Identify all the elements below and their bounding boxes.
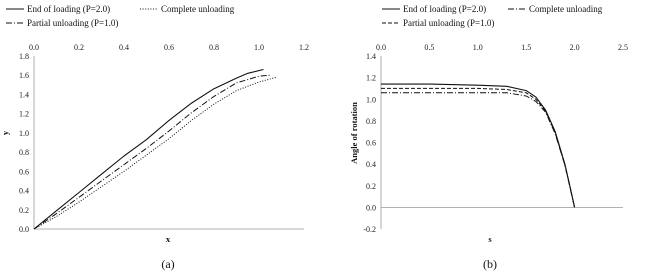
legend-b-label-3: Partial unloading (P=1.0) [403,18,495,28]
chart-panel-a [19,43,309,234]
legend-a [6,4,235,28]
x-tick-label-a: 0.2 [74,43,84,52]
y-tick-label-a: 1.8 [19,52,29,61]
y-tick-label-a: 1.4 [19,90,29,100]
x-tick-label-a: 1.0 [254,43,264,52]
y-tick-label-b: -0.2 [363,225,376,234]
x-tick-label-a: 0.0 [29,43,39,52]
legend-a-label-1: End of loading (P=2.0) [27,4,111,14]
x-tick-label-b: 2.0 [569,43,580,52]
legend-b [382,4,603,28]
panel-caption-a: (a) [161,257,175,271]
x-tick-label-b: 0.0 [376,43,386,52]
y-axis-label-b: Angle of rotation [349,102,359,164]
legend-b-label-2: Complete unloading [529,4,603,14]
legend-b-label-1: End of loading (P=2.0) [403,4,487,14]
y-tick-label-b: 1.0 [366,95,376,105]
y-tick-label-a: 0.0 [19,225,29,234]
y-tick-label-a: 1.6 [19,71,29,81]
x-tick-label-a: 0.8 [209,43,219,52]
y-tick-label-b: 0.6 [366,138,376,148]
x-tick-label-a: 1.2 [299,43,309,52]
y-tick-label-b: 1.2 [366,73,376,83]
y-tick-label-b: 0.2 [366,181,376,191]
series-line-a-2 [34,77,277,229]
series-line-b-1 [381,84,575,207]
series-line-a-3 [34,75,270,229]
y-tick-label-a: 0.8 [19,148,29,158]
chart-panel-b [363,43,628,234]
x-tick-label-a: 0.6 [164,43,174,52]
y-tick-label-b: 0.4 [366,160,376,170]
y-tick-label-a: 0.4 [19,186,29,196]
y-axis-label-a: y [0,130,10,136]
series-line-b-3 [381,88,575,207]
x-axis-label-b: s [488,234,492,244]
y-tick-label-a: 0.2 [19,205,29,215]
x-tick-label-b: 1.0 [472,43,483,52]
x-tick-label-b: 2.5 [618,43,628,52]
y-tick-label-a: 1.0 [19,128,29,138]
legend-a-label-3: Partial unloading (P=1.0) [27,18,119,28]
y-tick-label-b: 0.8 [366,116,376,126]
x-tick-label-a: 0.4 [119,43,129,52]
y-tick-label-a: 0.6 [19,167,29,177]
y-tick-label-b: 0.0 [366,203,376,213]
y-tick-label-b: 1.4 [366,52,376,61]
y-tick-label-a: 1.2 [19,109,29,119]
panel-caption-b: (b) [483,257,497,271]
x-axis-label-a: x [165,234,171,244]
legend-a-label-2: Complete unloading [161,4,235,14]
x-tick-label-b: 0.5 [424,43,435,52]
x-tick-label-b: 1.5 [521,43,532,52]
